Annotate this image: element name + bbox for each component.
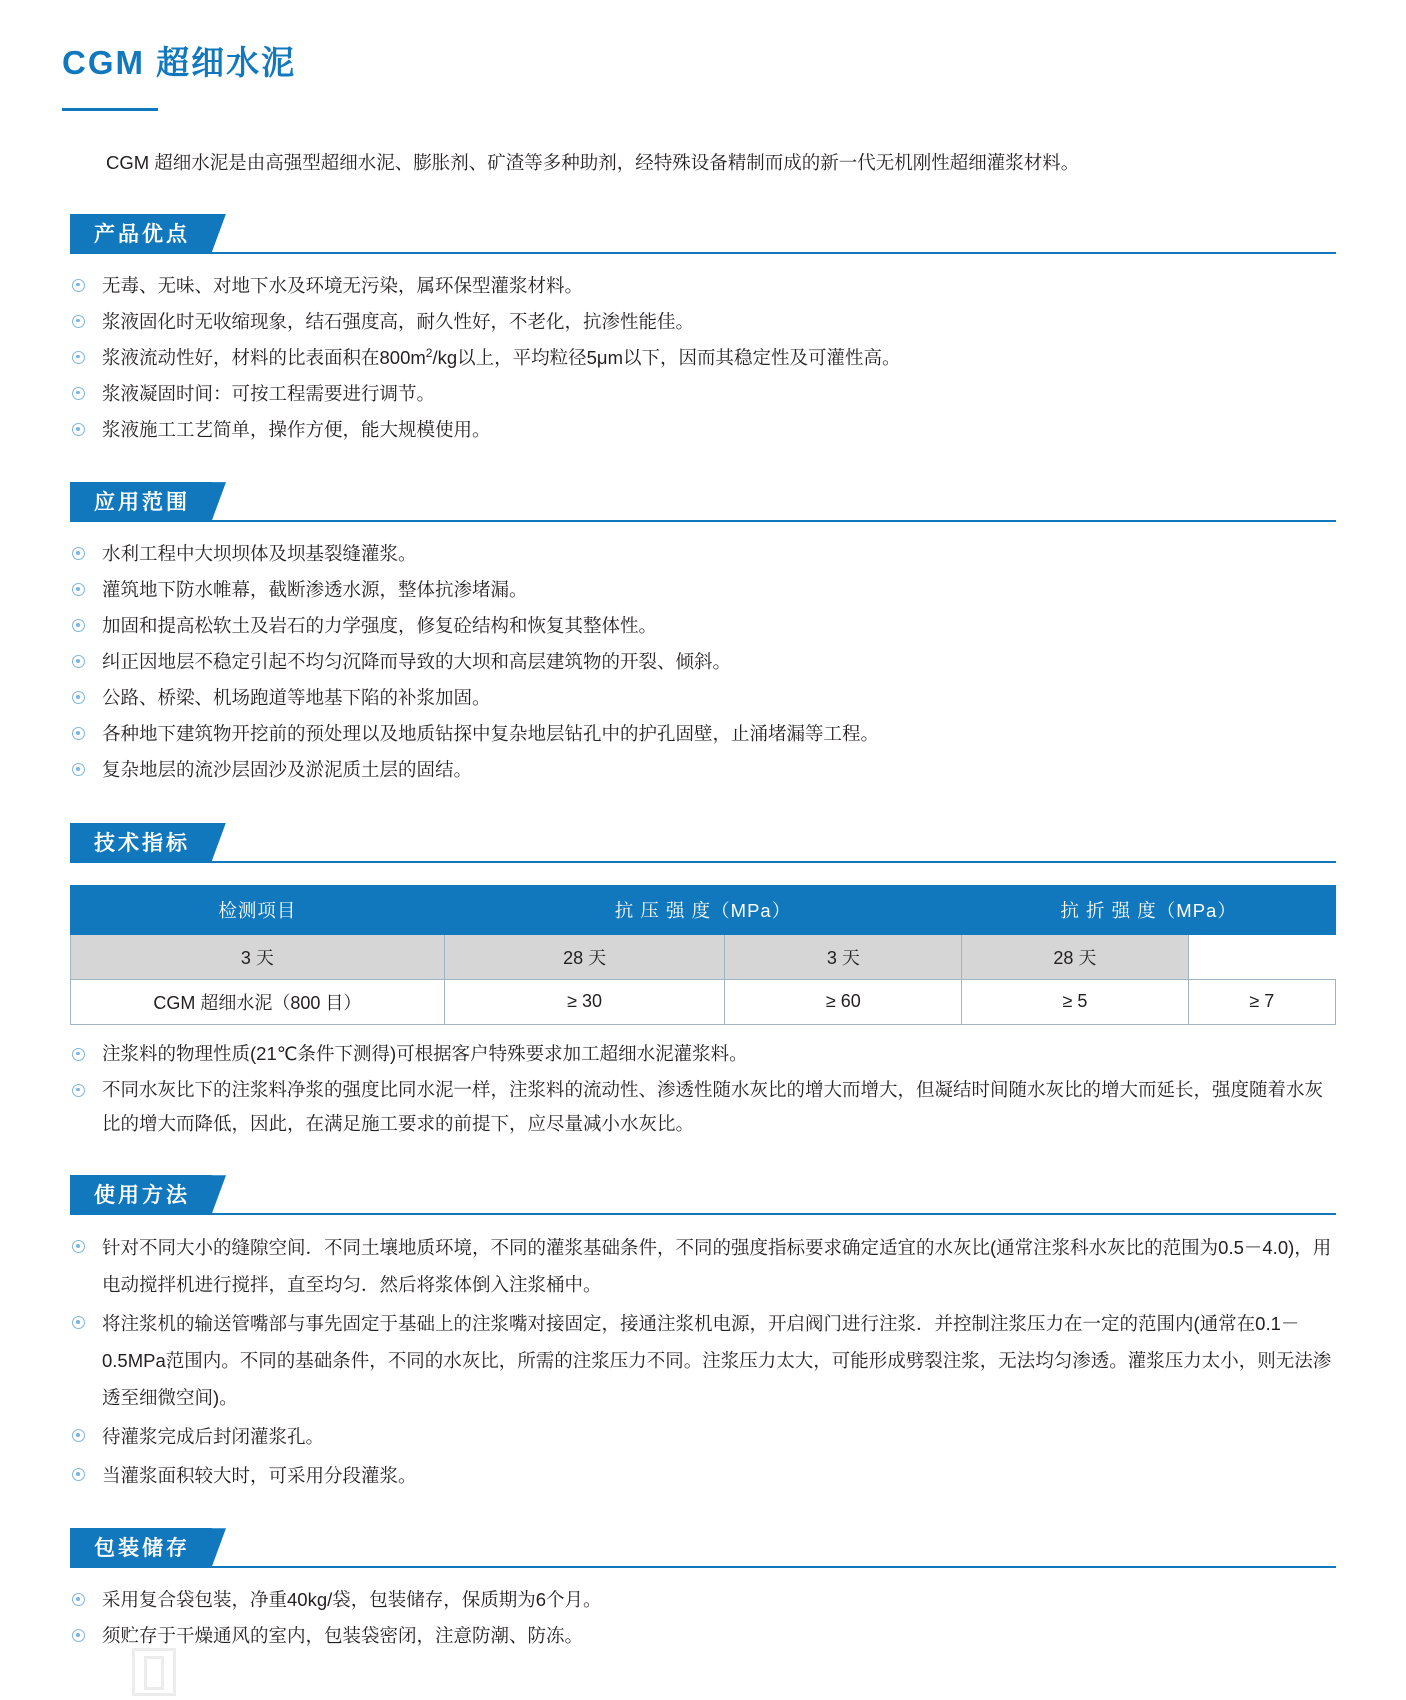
spec-table-notes [70,1037,1336,1142]
table-subheader-comp-28d: 28 天 [444,934,725,979]
circle-bullet-icon [72,691,85,704]
circle-bullet-icon [72,619,85,632]
circle-bullet-icon [72,547,85,560]
list-item [70,1305,1336,1416]
list-item [70,1582,1336,1618]
list-item [70,340,1336,376]
heading-tag [70,823,226,861]
list-item [70,412,1336,448]
section-heading-label: 应用范围 [70,482,212,520]
list-item-text: 针对不同大小的缝隙空间．不同土壤地质环境，不同的灌浆基础条件，不同的强度指标要求确定适宜的水灰比(通常注浆科水灰比的范围为0.5－4.0)，用电动搅拌机进行搅拌，直至均匀．然后将浆体倒入注浆桶中。 [102,1237,1332,1296]
table-note-text: 不同水灰比下的注浆料净浆的强度比同水泥一样，注浆料的流动性、渗透性随水灰比的增大而增大，但凝结时间随水灰比的增大而延长，强度随着水灰比的增大而降低，因此，在满足施工要求的前提下，应尽量减小水灰比。 [102,1078,1324,1134]
section-heading-label: 技术指标 [70,823,212,861]
circle-bullet-icon [72,1468,85,1481]
list-item [70,1618,1336,1654]
table-note-text: 注浆料的物理性质(21℃条件下测得)可根据客户特殊要求加工超细水泥灌浆料。 [102,1042,748,1064]
list-item [70,752,1336,788]
table-subheader-flex-28d: 28 天 [962,934,1188,979]
circle-bullet-icon [72,1084,85,1097]
heading-notch [212,1528,226,1566]
circle-bullet-icon [72,279,85,292]
intro-paragraph: CGM 超细水泥是由高强型超细水泥、膨胀剂、矿渣等多种助剂，经特殊设备精制而成的新一代无机刚性超细灌浆材料。 [106,152,1080,174]
spec-table-wrapper [70,885,1336,1025]
circle-bullet-icon [72,583,85,596]
section-usage-method [0,1175,1406,1494]
section-heading-usage-method [70,1175,1336,1215]
table-row [71,979,1336,1024]
heading-notch [212,482,226,520]
heading-baseline [70,861,1336,863]
list-item-text: 各种地下建筑物开挖前的预处理以及地质钻探中复杂地层钻孔中的护孔固壁，止涌堵漏等工程。 [102,723,880,745]
section-heading-packaging-storage [70,1528,1336,1568]
heading-tag [70,214,226,252]
list-item-text: 浆液流动性好，材料的比表面积在$800m^2/kg$以上，平均粒径5μm以下，因而其稳定性及可灌性高。 [102,345,901,368]
list-item-text: 复杂地层的流沙层固沙及淤泥质土层的固结。 [102,759,473,781]
table-header-row [71,885,1336,934]
heading-baseline [70,520,1336,522]
circle-bullet-icon [72,1629,85,1642]
heading-baseline [70,1213,1336,1215]
circle-bullet-icon [72,423,85,436]
table-subheader-row [71,934,1336,979]
table-header-flexural: 抗 折 强 度（MPa） [962,885,1336,934]
list-item [70,572,1336,608]
section-technical-specs [0,823,1406,1142]
section-heading-label: 使用方法 [70,1175,212,1213]
packaging-list [70,1582,1336,1654]
circle-bullet-icon [72,1316,85,1329]
list-item-text: 浆液施工工艺简单，操作方便，能大规模使用。 [102,419,491,441]
heading-notch [212,1175,226,1213]
circle-bullet-icon [72,1048,85,1061]
spec-table [70,885,1336,1025]
advantages-list [70,268,1336,448]
usage-list [70,1229,1336,1494]
table-subheader-flex-3d: 3 天 [725,934,962,979]
circle-bullet-icon [72,655,85,668]
circle-bullet-icon [72,727,85,740]
section-heading-label: 包装储存 [70,1528,212,1566]
application-list [70,536,1336,788]
list-item-text: 灌筑地下防水帷幕，截断渗透水源，整体抗渗堵漏。 [102,579,528,601]
section-packaging-storage [0,1528,1406,1654]
circle-bullet-icon [72,351,85,364]
list-item-text: 当灌浆面积较大时，可采用分段灌浆。 [102,1465,417,1487]
table-cell-product-name: CGM 超细水泥（800 目） [71,979,445,1024]
table-cell-comp-28d: ≥ 60 [725,979,962,1024]
list-item-text: 待灌浆完成后封闭灌浆孔。 [102,1426,325,1448]
section-heading-application-scope [70,482,1336,522]
table-note [70,1037,1336,1071]
section-heading-product-advantages [70,214,1336,254]
circle-bullet-icon [72,763,85,776]
list-item [70,716,1336,752]
list-item [70,680,1336,716]
list-item [70,1457,1336,1494]
table-cell-comp-3d: ≥ 30 [444,979,725,1024]
title-underline [62,108,158,111]
heading-notch [212,214,226,252]
heading-tag [70,482,226,520]
heading-baseline [70,252,1336,254]
table-header-compressive: 抗 压 强 度（MPa） [444,885,961,934]
circle-bullet-icon [72,315,85,328]
heading-baseline [70,1566,1336,1568]
section-heading-technical-specs [70,823,1336,863]
circle-bullet-icon [72,1240,85,1253]
list-item-text: 浆液固化时无收缩现象，结石强度高，耐久性好，不老化，抗渗性能佳。 [102,310,695,332]
list-item [70,1418,1336,1455]
list-item [70,536,1336,572]
heading-tag [70,1175,226,1213]
list-item [70,608,1336,644]
circle-bullet-icon [72,387,85,400]
list-item [70,644,1336,680]
list-item-text: 将注浆机的输送管嘴部与事先固定于基础上的注浆嘴对接固定，接通注浆机电源，开启阀门进行注浆．并控制注浆压力在一定的范围内(通常在0.1－0.5MPa范围内。不同的基础条件，不同的水灰比，所需的注浆压力不同。注浆压力太大，可能形成劈裂注浆，无法均匀渗透。灌浆压力太小，则无法渗透至细微空间)。 [102,1313,1332,1409]
list-item-text: 须贮存于干燥通风的室内，包装袋密闭，注意防潮、防冻。 [102,1625,584,1647]
bottom-spacer [0,1654,1406,1694]
watermark-inner-shape [144,1656,164,1690]
list-item-text: 无毒、无味、对地下水及环境无污染，属环保型灌浆材料。 [102,274,584,296]
section-application-scope [0,482,1406,788]
list-item [70,376,1336,412]
page-title: CGM 超细水泥 [62,44,297,82]
watermark-logo-icon [132,1648,178,1700]
table-header-item: 检测项目 [71,885,445,934]
document-page [0,22,1406,1694]
list-item [70,1229,1336,1303]
table-cell-flex-28d: ≥ 7 [1188,979,1335,1024]
list-item [70,304,1336,340]
list-item-text: 水利工程中大坝坝体及坝基裂缝灌浆。 [102,543,417,565]
list-item-text: 加固和提高松软土及岩石的力学强度，修复砼结构和恢复其整体性。 [102,615,658,637]
table-subheader-comp-3d: 3 天 [71,934,445,979]
table-cell-flex-3d: ≥ 5 [962,979,1188,1024]
table-note [70,1073,1336,1141]
list-item-text: 浆液凝固时间：可按工程需要进行调节。 [102,382,436,404]
list-item [70,268,1336,304]
list-item-text: 公路、桥梁、机场跑道等地基下陷的补浆加固。 [102,687,491,709]
heading-tag [70,1528,226,1566]
list-item-text: 纠正因地层不稳定引起不均匀沉降而导致的大坝和高层建筑物的开裂、倾斜。 [102,651,732,673]
section-heading-label: 产品优点 [70,214,212,252]
list-item-text: 采用复合袋包装，净重40kg/袋，包装储存，保质期为6个月。 [102,1589,602,1611]
section-product-advantages [0,214,1406,448]
heading-notch [212,823,226,861]
circle-bullet-icon [72,1429,85,1442]
